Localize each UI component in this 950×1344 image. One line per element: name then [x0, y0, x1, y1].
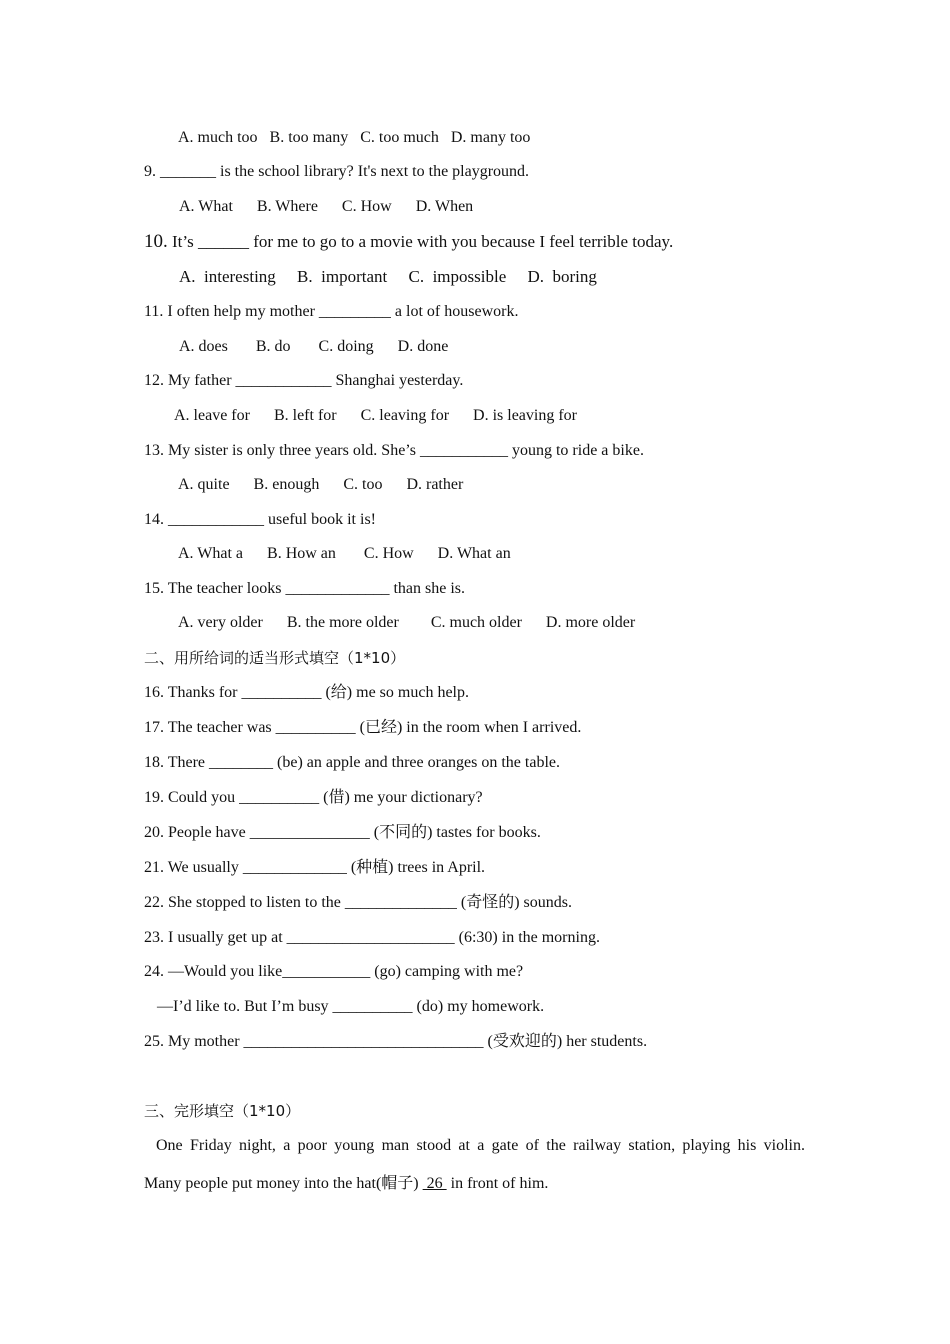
section-2-heading: 二、用所给词的适当形式填空（1*10） [144, 649, 406, 667]
section-3-heading: 三、完形填空（1*10） [144, 1102, 301, 1120]
question-12: 12. My father ____________ Shanghai yesterday. [144, 372, 464, 389]
question-19: 19. Could you __________ (借) me your dictionary? [144, 789, 483, 806]
question-18: 18. There ________ (be) an apple and three oranges on the table. [144, 754, 560, 771]
question-10-number: 10. [144, 231, 168, 252]
q10-options: A. interesting B. important C. impossible D. boring [179, 267, 597, 286]
q14-options: A. What a B. How an C. How D. What an [178, 545, 511, 562]
question-23: 23. I usually get up at _____________________ (6:30) in the morning. [144, 929, 600, 946]
question-11: 11. I often help my mother _________ a lot of housework. [144, 303, 519, 320]
q12-options: A. leave for B. left for C. leaving for D. is leaving for [174, 407, 578, 424]
question-10-text: It’s ______ for me to go to a movie with you because I feel terrible today. [167, 232, 674, 251]
question-14: 14. ____________ useful book it is! [144, 511, 376, 528]
q9-options: A. What B. Where C. How D. When [179, 198, 474, 215]
question-24: 24. —Would you like___________ (go) camping with me? [144, 963, 524, 980]
question-21: 21. We usually _____________ (种植) trees in April. [144, 859, 486, 876]
q11-options: A. does B. do C. doing D. done [179, 338, 449, 355]
question-24-reply: —I’d like to. But I’m busy __________ (do) my homework. [157, 998, 545, 1015]
cloze-passage-line-2 [144, 1174, 548, 1194]
question-10 [144, 232, 673, 252]
cloze-passage-line-1: One Friday night, a poor young man stood at a gate of the railway station, playing his violin. [156, 1137, 805, 1154]
cloze-text-before: Many people put money into the hat(帽子) [144, 1175, 423, 1192]
cloze-text-after: in front of him. [446, 1175, 549, 1192]
q15-options: A. very older B. the more older C. much older D. more older [178, 614, 636, 631]
q13-options: A. quite B. enough C. too D. rather [178, 476, 464, 493]
question-25: 25. My mother ______________________________ (受欢迎的) her students. [144, 1033, 648, 1050]
question-9: 9. _______ is the school library? It's next to the playground. [144, 163, 530, 180]
question-22: 22. She stopped to listen to the ______________ (奇怪的) sounds. [144, 894, 572, 911]
q8-options: A. much too B. too many C. too much D. many too [178, 129, 531, 146]
question-16: 16. Thanks for __________ (给) me so much help. [144, 684, 469, 701]
question-15: 15. The teacher looks _____________ than she is. [144, 580, 465, 597]
question-17: 17. The teacher was __________ (已经) in the room when I arrived. [144, 719, 582, 736]
question-20: 20. People have _______________ (不同的) tastes for books. [144, 824, 541, 841]
question-13: 13. My sister is only three years old. She’s ___________ young to ride a bike. [144, 442, 644, 459]
cloze-blank-26: 26 [422, 1175, 447, 1192]
